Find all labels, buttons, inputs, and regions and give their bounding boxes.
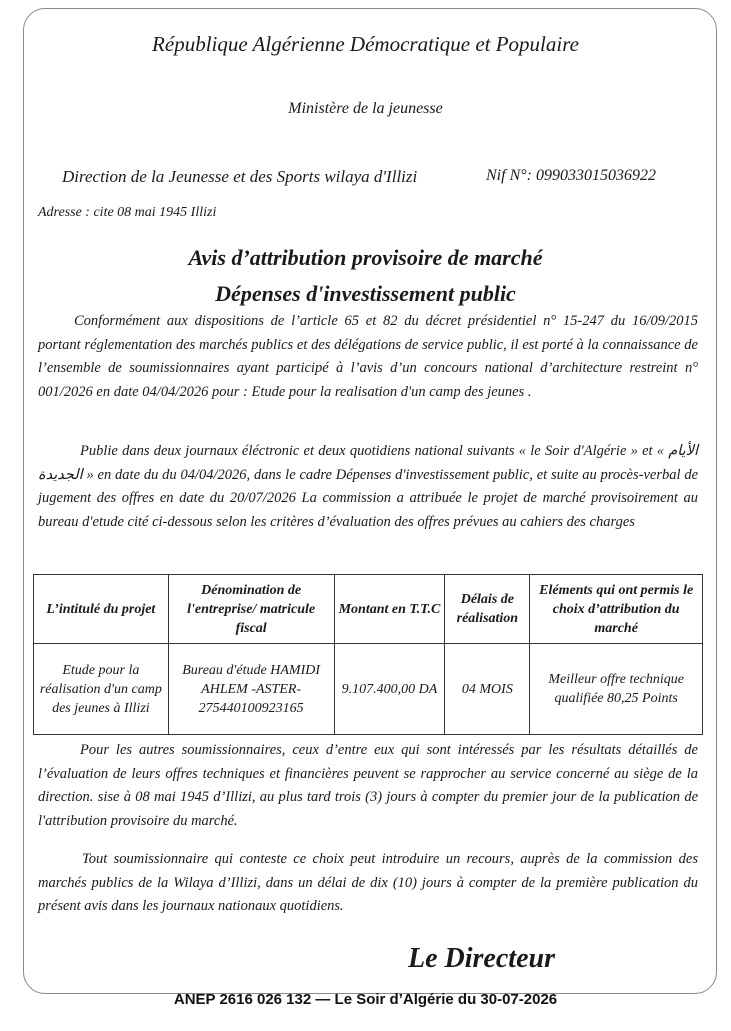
ministry-header: Ministère de la jeunesse — [288, 100, 443, 117]
cell-project: Etude pour la réalisation d'un camp des jeunes à Illizi — [34, 644, 169, 735]
notice-title: Avis d’attribution provisoire de marché — [188, 245, 543, 270]
cell-amount: 9.107.400,00 DA — [334, 644, 445, 735]
nif-number: Nif N°: 099033015036922 — [486, 167, 656, 184]
paragraph-other-bidders: Pour les autres soumissionnaires, ceux d’entre eux qui sont intéressés par les résultats détaillés de l’évaluation de leurs offres techniques et financières peuvent se rapprocher au service concerné au siège de la direction. sise à 08 mai 1945 d’Illizi, au plus tard trois (3) jours à compter du premier jour de la publication de l'attribution provisoire du marché. — [38, 742, 698, 829]
notice-subtitle: Dépenses d'investissement public — [215, 281, 516, 306]
header-company: Dénomination de l'entreprise/ matricule fiscal — [168, 575, 334, 644]
cell-criteria: Meilleur offre technique qualifiée 80,25 Points — [530, 644, 703, 735]
address-line: Adresse : cite 08 mai 1945 Illizi — [38, 205, 217, 220]
direction-header: Direction de la Jeunesse et des Sports wilaya d'Illizi — [62, 167, 418, 186]
table-row — [34, 644, 703, 735]
paragraph-publication: Publie dans deux journaux éléctronic et deux quotidiens national suivants « le Soir d'Algérie » et « الأيام الجديدة » en date du du 04/04/2026, dans le cadre Dépenses d'investissement public, et suite au procès-verbal de jugement des offres en date du 20/07/2026 La commission a attribuée le projet de marché provisoirement au bureau d'etude cité ci-dessous selon les critères d’évaluation des offres prévues au cahiers des charges — [38, 443, 698, 530]
signature-director: Le Directeur — [408, 943, 555, 974]
header-project: L’intitulé du projet — [34, 575, 169, 644]
paragraph-regulation: Conformément aux dispositions de l’article 65 et 82 du décret présidentiel n° 15-247 du 16/09/2015 portant réglementation des marchés publics et des délégations de service public, il est porté à la connaissance de l’ensemble de soumissionnaires ayant participé à l’avis d’un concours national d’architecture restreint n° 001/2026 en date 04/04/2026 pour : Etude pour la realisation d'un camp des jeunes . — [38, 313, 698, 400]
anep-footer: ANEP 2616 026 132 — Le Soir d’Algérie du 30-07-2026 — [173, 991, 558, 1008]
table-header-row — [34, 575, 703, 644]
paragraph-appeal: Tout soumissionnaire qui conteste ce choix peut introduire un recours, auprès de la commission des marchés publics de la Wilaya d’Illizi, dans un délai de dix (10) jours à compter de la première publication du présent avis dans les journaux nationaux quotidiens. — [38, 851, 698, 915]
header-amount: Montant en T.T.C — [334, 575, 445, 644]
republic-header: République Algérienne Démocratique et Populaire — [152, 32, 579, 56]
header-delay: Délais de réalisation — [445, 575, 530, 644]
award-table — [33, 574, 703, 735]
header-criteria: Eléments qui ont permis le choix d’attribution du marché — [530, 575, 703, 644]
cell-company: Bureau d'étude HAMIDI AHLEM -ASTER- 275440100923165 — [168, 644, 334, 735]
cell-delay: 04 MOIS — [445, 644, 530, 735]
